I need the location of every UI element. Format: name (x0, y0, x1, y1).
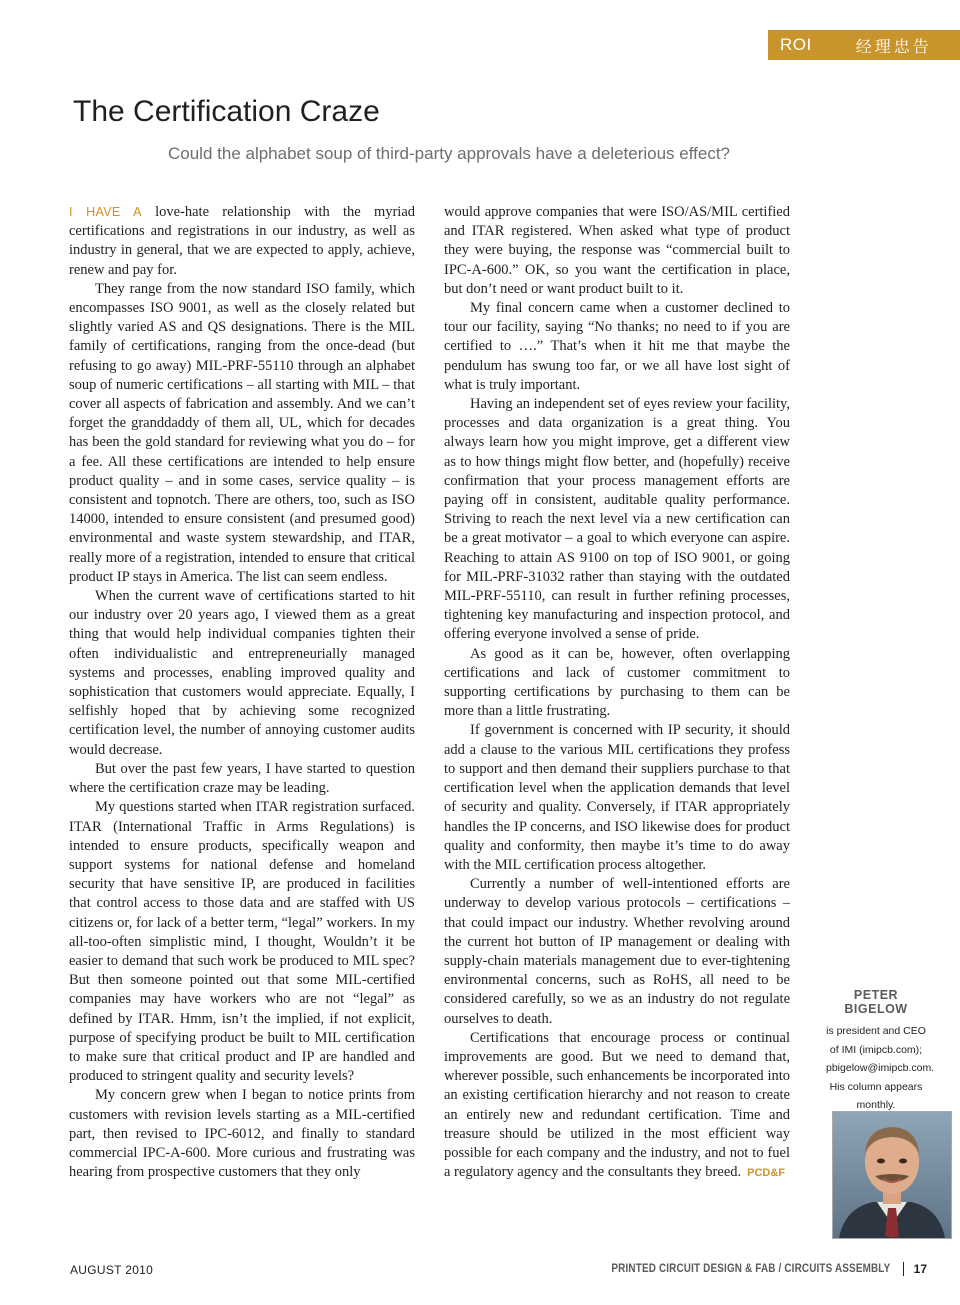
author-name: PETER BIGELOW (844, 988, 908, 1016)
section-label-chinese: 经理忠告 (855, 38, 932, 56)
paragraph-text: Certifications that encourage process or continual improvements are good. But we need to demand that, wherever possible, such enhancements be incorporated into an existing certification hierarchy and not reason to create an entirely new and redundant certification. Time and treasure should be utilized in the most efficient way possible for each company and the industry, and not to fuel a regulatory agency and the consultants they breed. (444, 1029, 790, 1181)
paragraph (69, 203, 415, 280)
footer-divider (903, 1262, 904, 1276)
author-box (826, 988, 935, 1115)
paragraph (444, 1029, 790, 1184)
author-photo (832, 1111, 952, 1239)
paragraph: Currently a number of well-intentioned efforts are underway to develop various protocols – certifications – that could impact our industry. Whether revolving around the current hot button of IP management or dealing with supply-chain materials management due to ever-tightening environmental concerns, such as RoHS, all need to be considered carefully, so we as an industry do not regulate ourselves to death. (444, 876, 790, 1027)
footer-date: AUGUST 2010 (70, 1263, 154, 1277)
paragraph: Having an independent set of eyes review your facility, processes and data organization is a great thing. You always learn how you might improve, get a different view as to how things might flow better, and (hopefully) receive confirmation that your process management efforts are paying off in consistent, auditable quality performance. Striving to reach the next level via a new certification can be a great motivator – a goal to which everyone can aspire. Reaching to attain AS 9100 on top of ISO 9001, or going for MIL-PRF-31032 rather than staying with the outdated MIL-PRF-55110, can result in further refining processes, tightening key manufacturing and inspection protocol, and offering everyone involved a sense of pride. (444, 396, 790, 643)
paragraph-text: love-hate relationship with the myriad certifications and registrations in our industry, as well as industry in general, that we are expected to apply, achieve, renew and pay for. (69, 204, 416, 278)
paragraph: If government is concerned with IP security, it should add a clause to the various MIL certifications they profess to support and then demand their suppliers purchase to that certification level when the application demands that level of security and quality. Conversely, if ITAR appropriately handles the IP concerns, and ISO likewise does for product quality and conformity, then maybe it’s time to do away with the MIL certification process altogether. (444, 722, 790, 873)
left-column (69, 203, 415, 1182)
section-label: ROI (780, 35, 812, 54)
paragraph: My questions started when ITAR registration surfaced. ITAR (International Traffic in Arms Regulations) is intended to ensure products, specifically weapon and support systems for national defense and homeland security that have sensitive IP, are produced in facilities that control access to those data and are staffed with US citizens or, for lack of a better term, “legal” workers. In my all-too-often simplistic mind, I thought, Wouldn’t it be easier to demand that such work be produced to MIL spec? But then someone pointed out that some MIL-certified companies may have workers who are not “legal” as defined by ITAR. Hmm, isn’t the implied, if not explicit, purpose of specifying product be built to MIL certification to make sure that critical product and IP are handled and produced to stringent quality and security levels? (69, 799, 415, 1085)
paragraph: As good as it can be, however, often overlapping certifications and lack of customer commitment to supporting certifications by purchasing to them can be more than a little frustrating. (444, 645, 790, 720)
author-bio: is president and CEO of IMI (imipcb.com); pbigelow@imipcb.com. His column appears monthly. (826, 1025, 935, 1111)
end-mark: PCD&F (747, 1167, 786, 1180)
lead-in: I HAVE A (69, 205, 142, 219)
paragraph: They range from the now standard ISO family, which encompasses ISO 9001, as well as the closely related but slightly varied AS and QS designations. There is the MIL family of certifications, ranging from the once-dead (but refusing to go away) MIL-PRF-55110 through an alphabet soup of numeric certifications – all starting with MIL – that cover all aspects of fabrication and assembly. And we can’t forget the granddaddy of them all, UL, which for decades has been the gold standard for reviewing what you do – for a fee. All these certifications are intended to help ensure product quality – and in some cases, service quality – is consistent and topnotch. There are others, too, such as ISO 14000, intended to ensure consistent (and presumed good) environmental and waste system stewardship, and ITAR, really more of a registration, intended to ensure that critical product IP stays in America. The list can seem endless. (69, 280, 415, 585)
publication-name: PRINTED CIRCUIT DESIGN & FAB / CIRCUITS ASSEMBLY (611, 1263, 891, 1275)
paragraph: When the current wave of certifications started to hit our industry over 20 years ago, I viewed them as a great thing that would help individual companies tighten their often individualistic and entrepreneurially managed systems and processes, enabling improved quality and sophistication that customers would appreciate. Equally, I selfishly hoped that by achieving some recognized certification level, the number of annoying customer audits would decrease. (69, 588, 415, 758)
paragraph: But over the past few years, I have started to question where the certification craze may be leading. (69, 760, 415, 797)
author-portrait-icon (833, 1112, 951, 1238)
paragraph: would approve companies that were ISO/AS/MIL certified and ITAR registered. When asked what type of product they were buying, the response was “commercial built to IPC-A-600.” OK, so you want the certification in place, but don’t need or want product built to it. (444, 204, 790, 297)
page-number: 17 (913, 1262, 927, 1276)
footer-publication-info (566, 1262, 927, 1276)
paragraph: My concern grew when I began to notice prints from customers with revision levels starting as a MIL-certified part, then revised to IPC-6012, and finally to standard commercial IPC-A-600. More curious and frustrating was hearing from prospective customers that they only (69, 1087, 415, 1181)
section-tab (768, 30, 960, 60)
right-column (444, 203, 790, 1183)
paragraph: My final concern came when a customer declined to tour our facility, saying “No thanks; no need to if you are certified to ….” That’s when it hit me that maybe the pendulum has swung too far, or we all have lost sight of what is truly important. (444, 300, 790, 393)
article-title: The Certification Craze (73, 95, 380, 128)
article-deck: Could the alphabet soup of third-party approvals have a deleterious effect? (168, 144, 730, 163)
